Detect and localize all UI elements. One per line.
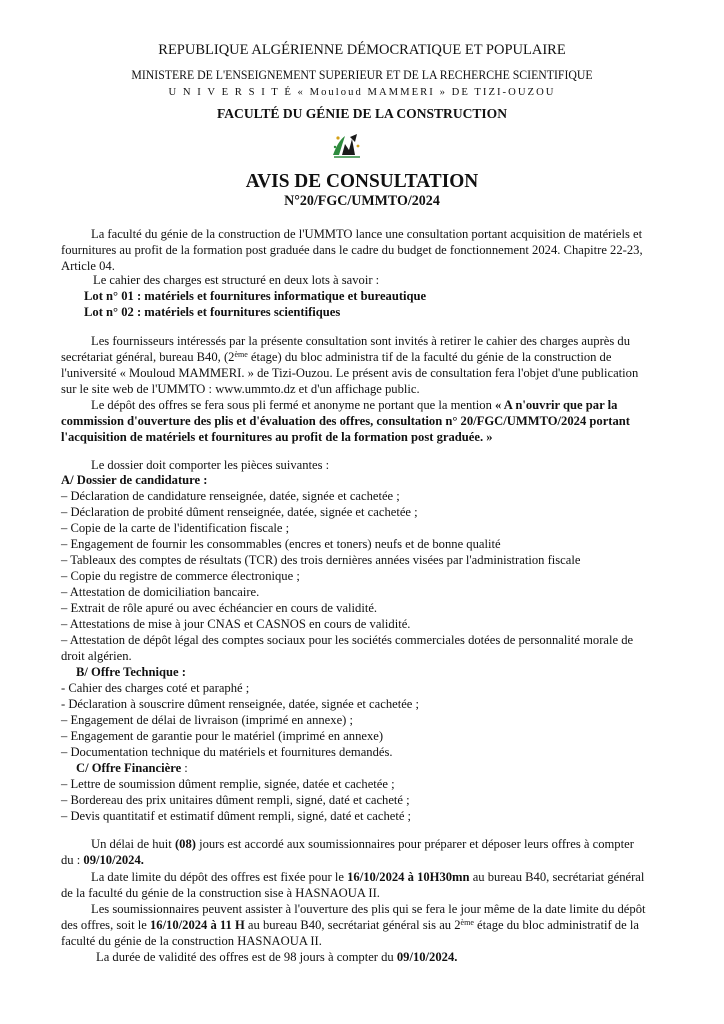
list-item: – Attestations de mise à jour CNAS et CASNOS en cours de validité.	[61, 617, 411, 631]
deposit-line-2: commission d'ouverture des plis et d'évaluation des offres, consultation n° 20/FGC/UMMTO/2024 portant	[61, 414, 630, 428]
list-item: – Engagement de garantie pour le matériel (imprimé en annexe)	[61, 729, 384, 743]
list-item: – Attestation de domiciliation bancaire.	[61, 585, 260, 599]
intro-line-1: La faculté du génie de la construction de l'UMMTO lance une consultation portant acquisition de matériels et	[91, 227, 643, 241]
list-item: – Copie du registre de commerce électronique ;	[61, 569, 300, 583]
notice-number: N°20/FGC/UMMTO/2024	[284, 193, 440, 209]
delay-line-2: du : 09/10/2024.	[61, 853, 144, 867]
list-item: droit algérien.	[61, 649, 132, 663]
list-item: – Engagement de délai de livraison (imprimé en annexe) ;	[61, 713, 353, 727]
list-item: – Devis quantitatif et estimatif dûment rempli, signé, daté et cacheté ;	[61, 809, 412, 823]
republic-heading: REPUBLIQUE ALGÉRIENNE DÉMOCRATIQUE ET POPULAIRE	[158, 42, 566, 58]
notice-title: AVIS DE CONSULTATION	[245, 170, 479, 192]
university-heading: U N I V E R S I T É « Mouloud MAMMERI » DE TIZI-OUZOU	[168, 86, 556, 98]
lots-intro: Le cahier des charges est structuré en deux lots à savoir :	[93, 273, 380, 287]
list-item: – Extrait de rôle apuré ou avec échéancier en cours de validité.	[61, 601, 378, 615]
intro-line-2: fournitures au profit de la formation post graduée dans le cadre du budget de fonctionnement 2024. Chapitre 22-23,	[61, 243, 643, 257]
list-item: – Déclaration de candidature renseignée, datée, signée et cachetée ;	[61, 489, 400, 503]
section-a-title: A/ Dossier de candidature :	[61, 473, 208, 487]
section-c-title: C/ Offre Financière :	[76, 761, 188, 775]
list-item: – Déclaration de probité dûment renseignée, datée, signée et cachetée ;	[61, 505, 418, 519]
list-item: - Cahier des charges coté et paraphé ;	[61, 681, 250, 695]
withdrawal-line-3: l'université « Mouloud MAMMERI. » de Tizi-Ouzou. Le présent avis de consultation fera l'objet d'une publication	[61, 366, 639, 380]
deposit-line-1: Le dépôt des offres se fera sous pli fermé et anonyme ne portant que la mention « A n'ouvrir que par la	[91, 398, 618, 412]
list-item: – Engagement de fournir les consommables (encres et toners) neufs et de bonne qualité	[61, 537, 501, 551]
list-item: - Déclaration à souscrire dûment renseignée, datée, signée et cachetée ;	[61, 697, 420, 711]
limit-line-1: La date limite du dépôt des offres est fixée pour le 16/10/2024 à 10H30mn au bureau B40, secrétariat général	[91, 870, 645, 884]
opening-line-3: faculté du génie de la construction HASNAOUA II.	[61, 934, 322, 948]
lot-2: Lot n° 02 : matériels et fournitures scientifiques	[84, 305, 341, 319]
withdrawal-line-4: sur le site web de l'UMMTO : www.ummto.dz et d'un affichage public.	[61, 382, 420, 396]
list-item: – Attestation de dépôt légal des comptes sociaux pour les sociétés commerciales dotées de personnalité morale de	[61, 633, 634, 647]
list-item: – Documentation technique du matériels et fournitures demandés.	[61, 745, 393, 759]
list-item: – Copie de la carte de l'identification fiscale ;	[61, 521, 290, 535]
withdrawal-line-2: secrétariat général, bureau B40, (2ème étage) du bloc administra tif de la faculté du génie de la construction de	[61, 350, 612, 364]
section-b-title: B/ Offre Technique :	[76, 665, 186, 679]
opening-line-2: des offres, soit le 16/10/2024 à 11 H au bureau B40, secrétariat général sis au 2ème étage du bloc administratif de la	[61, 918, 639, 932]
faculty-heading: FACULTÉ DU GÉNIE DE LA CONSTRUCTION	[217, 107, 507, 122]
lot-1: Lot n° 01 : matériels et fournitures informatique et bureautique	[84, 289, 427, 303]
list-item: – Lettre de soumission dûment remplie, signée, datée et cachetée ;	[61, 777, 395, 791]
faculty-logo-icon	[330, 131, 364, 161]
list-item: – Tableaux des comptes de résultats (TCR) des trois dernières années visées par l'administration fiscale	[61, 553, 581, 567]
validity-line: La durée de validité des offres est de 98 jours à compter du 09/10/2024.	[96, 950, 458, 964]
limit-line-2: de la faculté du génie de la construction sise à HASNAOUA II.	[61, 886, 380, 900]
delay-line-1: Un délai de huit (08) jours est accordé aux soumissionnaires pour préparer et déposer leurs offres à compter	[91, 837, 634, 851]
ministry-heading: MINISTERE DE L'ENSEIGNEMENT SUPERIEUR ET DE LA RECHERCHE SCIENTIFIQUE	[131, 68, 593, 82]
list-item: – Bordereau des prix unitaires dûment rempli, signé, daté et cacheté ;	[61, 793, 410, 807]
withdrawal-line-1: Les fournisseurs intéressés par la présente consultation sont invités à retirer le cahier des charges auprès du	[91, 334, 631, 348]
intro-line-3: Article 04.	[61, 259, 115, 273]
dossier-intro: Le dossier doit comporter les pièces suivantes :	[91, 458, 330, 472]
deposit-line-3: l'acquisition de matériels et fournitures au profit de la formation post graduée. »	[61, 430, 493, 444]
opening-line-1: Les soumissionnaires peuvent assister à l'ouverture des plis qui se fera le jour même de la date limite du dépôt	[91, 902, 646, 916]
